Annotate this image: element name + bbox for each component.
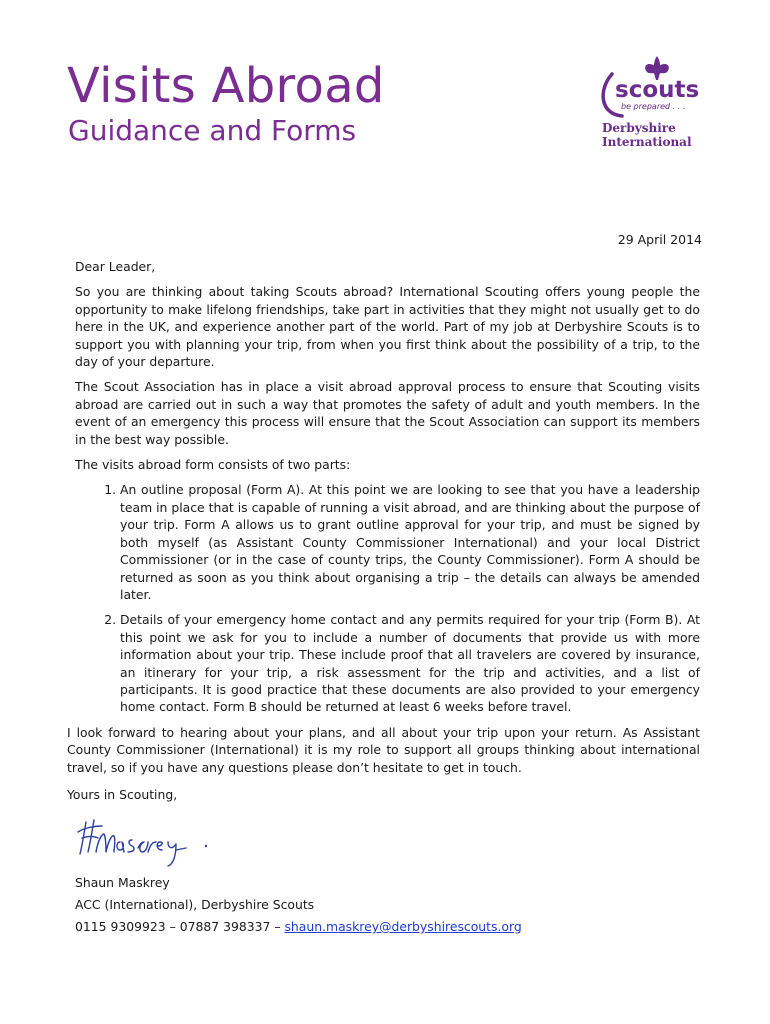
logo-district-line2: International (602, 135, 692, 149)
logo-tagline: be prepared . . . (621, 102, 686, 111)
letter-closing (67, 724, 700, 814)
logo-brand: scouts (615, 77, 700, 103)
logo-district (602, 121, 692, 149)
handwritten-signature (72, 812, 222, 870)
signature-dot (205, 845, 207, 847)
paragraph: The Scout Association has in place a visit abroad approval process to ensure that Scouting visits abroad are carried out in such a way that promotes the safety of adult and youth members. In the event of an emergency this process will ensure that the Scout Association can support its members in the best way possible. (75, 379, 700, 447)
list-item: 2. Details of your emergency home contact and any permits required for your trip (Form B). At this point we ask for you to include a number of documents that provide us with more information about your trip. These include proof that all travelers are covered by insurance, an itinerary for your trip, a risk assessment for the trip and activities, and a list of participants. It is good practice that these documents are also provided to your emergency home contact. Form B should be returned at least 6 weeks before travel. (120, 611, 700, 715)
letter-date: 29 April 2014 (617, 232, 702, 247)
page-title: Visits Abroad (67, 58, 385, 114)
paragraph: The visits abroad form consists of two parts: (75, 457, 351, 473)
form-parts-list (75, 481, 700, 715)
logo-district-line1: Derbyshire (602, 121, 676, 135)
sign-off: Yours in Scouting, (67, 787, 178, 803)
signatory-role: ACC (International), Derbyshire Scouts (75, 897, 315, 912)
closing-paragraph: I look forward to hearing about your plans, and all about your trip upon your return. As Assistant County Commissioner (International) it is my role to support all groups thinking about international travel, so if you have any questions please don’t hesitate to get in touch. (67, 725, 700, 775)
paragraph: So you are thinking about taking Scouts abroad? International Scouting offers young people the opportunity to make lifelong friendships, take part in activities that they might not usually get to do here in the UK, and experience another part of the world. Part of my job at Derbyshire Scouts is to support you with planning your trip, from when you first think about the possibility of a trip, to the day of your departure. (75, 284, 700, 370)
letter-body (75, 258, 700, 724)
email-link[interactable]: shaun.maskrey@derbyshirescouts.org (284, 919, 522, 934)
signatory-phones: 0115 9309923 – 07887 398337 – (75, 919, 285, 934)
salutation: Dear Leader, (75, 259, 156, 274)
list-item: 1. An outline proposal (Form A). At this point we are looking to see that you have a leadership team in place that is capable of running a visit abroad, and are thinking about the purpose of your trip. Form A allows us to grant outline approval for your trip, and must be signed by both myself (as Assistant County Commissioner International) and your local District Commissioner (or in the case of county trips, the County Commissioner). Form A should be returned as soon as you think about organising a trip – the details can always be amended later. (120, 481, 700, 603)
signature-block (75, 872, 522, 938)
page-subtitle: Guidance and Forms (68, 114, 357, 147)
signatory-contact (75, 916, 522, 938)
signatory-name: Shaun Maskrey (75, 875, 170, 890)
